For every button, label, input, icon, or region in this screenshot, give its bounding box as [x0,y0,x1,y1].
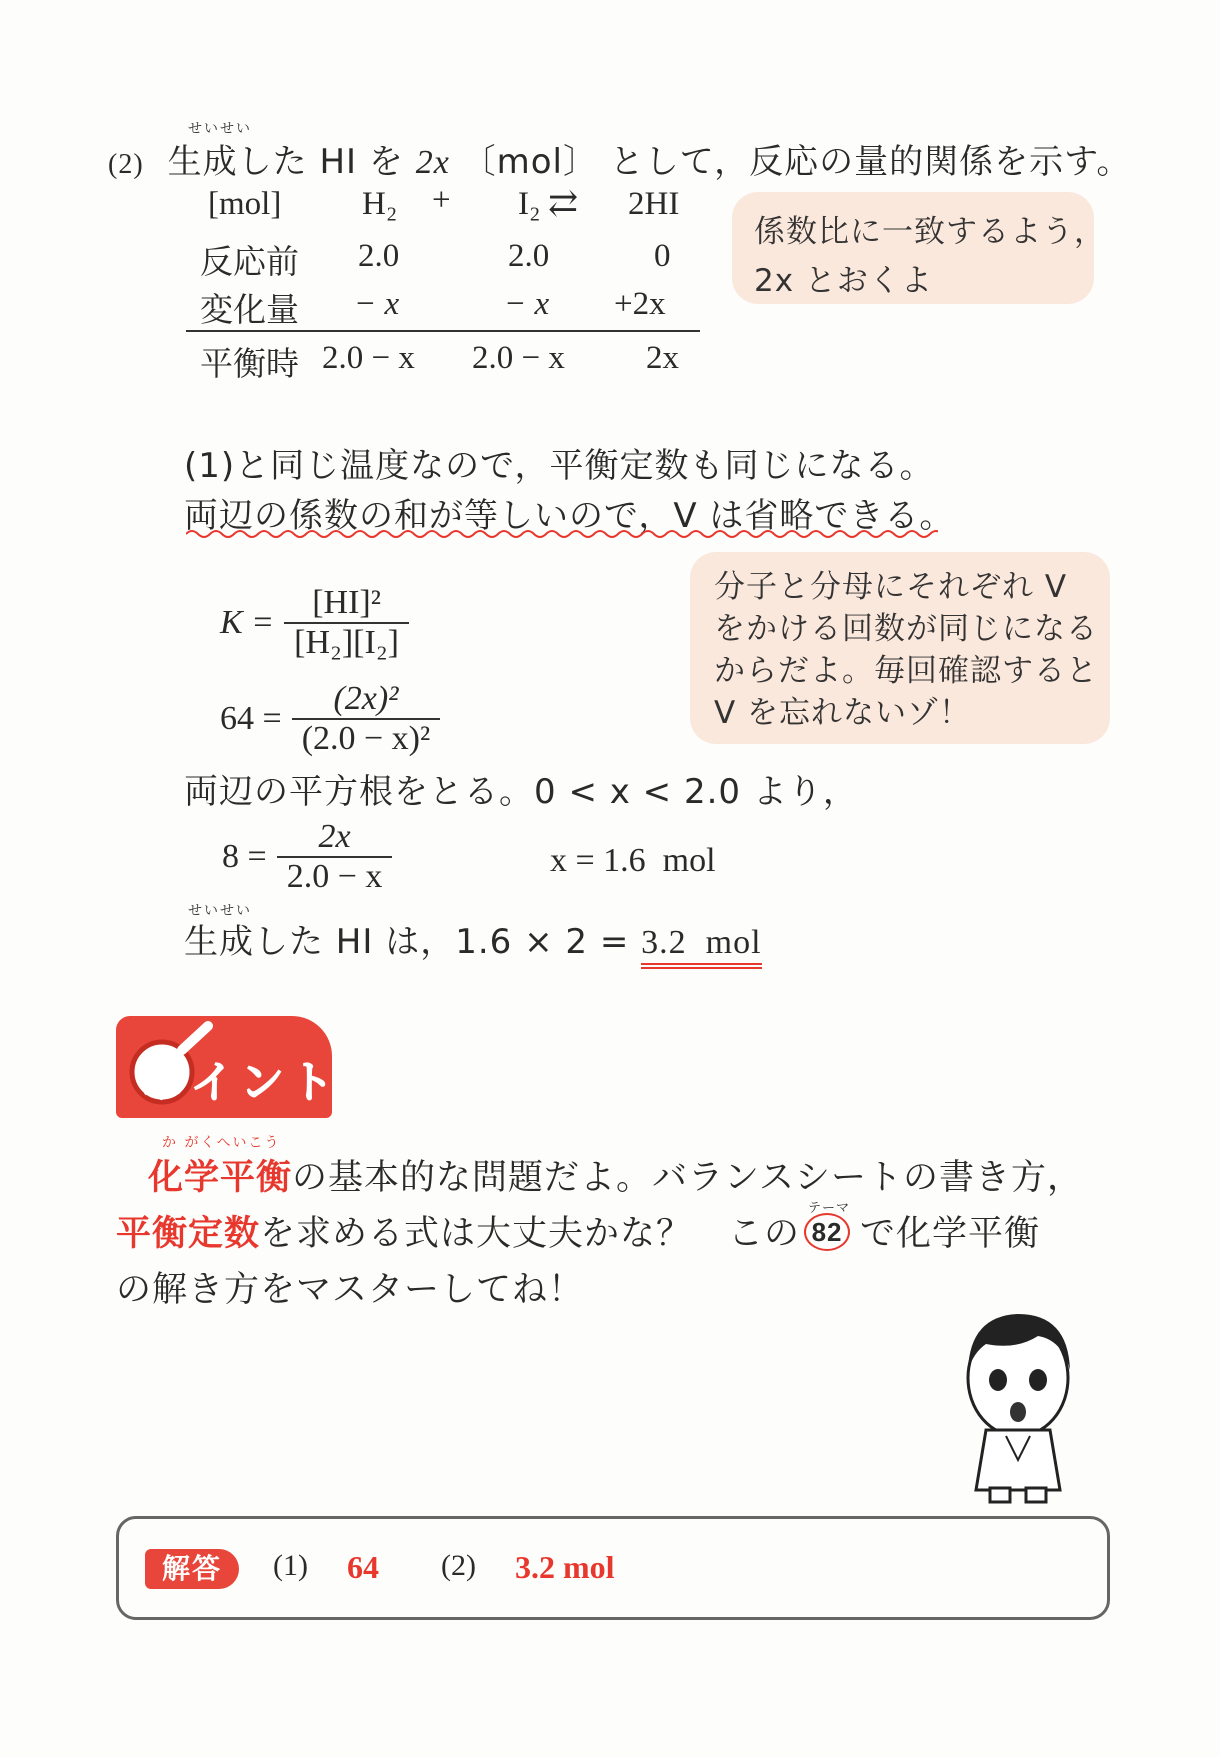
header-2hi: 2HI [628,186,680,222]
intro-text: 生成した HI を [167,142,416,182]
bubble-line: 分子と分母にそれぞれ V [714,569,1068,605]
result-x: x = 1.6 mol [550,842,716,879]
point-line-1 [148,1150,1083,1200]
part2-intro [108,134,1131,183]
speech-bubble-explanation [690,552,1110,744]
final-line [184,914,762,963]
eq-numerator: [HI]² [312,584,381,621]
equilibrium-arrow-icon: ⇄ [548,183,579,223]
intro-var: 2x [415,144,450,181]
point-line-3: の解き方をマスターしてね！ [116,1270,585,1310]
answer-2-label: (2) [441,1549,476,1582]
bubble-line: 係数比に一致するよう， [754,214,1106,250]
term-chemical-equilibrium: 化学平衡 [148,1158,293,1198]
header-i2: I₂ [518,186,541,222]
note-line-1: (1)と同じ温度なので，平衡定数も同じになる。 [184,446,935,486]
table-cell: 0 [654,238,671,274]
eq-denominator: [H₂][I₂] [294,624,399,661]
eq-lhs: 64 = [220,700,282,737]
point-badge-label: ポイント [140,1057,340,1108]
answer-1-label: (1) [273,1549,308,1582]
answer-1-value: 64 [347,1549,379,1585]
table-cell: +2x [614,286,666,322]
answer-box [116,1516,1110,1620]
table-unit: [mol] [208,186,282,222]
table-cell: 2.0 [508,238,550,274]
bubble-line: をかける回数が同じになる [714,611,1098,647]
eq-denominator: 2.0 − x [286,858,383,895]
point-text: を求める式は大丈夫かな？ この [260,1214,801,1254]
table-divider [186,330,700,332]
furigana-seisei: せいせい [188,121,252,137]
bubble-line: からだよ。毎回確認すると [714,653,1098,689]
answer-2-value: 3.2 mol [515,1549,615,1585]
equation-k [220,584,409,662]
final-answer: 3.2 mol [641,924,761,969]
bubble-line: V を忘れないゾ！ [714,695,972,731]
eq-numerator: 2x [318,818,351,855]
eq-denominator: (2.0 − x)² [301,720,431,757]
point-text: で化学平衡 [860,1214,1041,1254]
table-cell: 2.0 − x [322,340,415,376]
point-line-2 [116,1201,1041,1256]
intro-text-b: 〔mol〕 として，反応の量的関係を示す。 [449,142,1132,182]
equation-8 [222,818,392,896]
speech-bubble-hint [732,192,1106,304]
header-plus: + [432,182,451,218]
row-label: 反応前 [200,242,299,281]
note-line-2: 両辺の係数の和が等しいので，V は省略できる。 [184,496,955,536]
wavy-underline [186,528,938,540]
theme-82-badge [804,1201,856,1253]
table-cell: 2.0 [358,238,400,274]
furigana-seisei: せいせい [188,903,252,919]
eq-lhs: 8 = [222,838,267,875]
equation-64 [220,680,440,758]
teacher-character-illustration [946,1300,1096,1510]
table-cell: 2.0 − x [472,340,565,376]
table-cell: − x [354,286,400,322]
part-label: (2) [108,149,144,180]
theme-label: テーマ [808,1201,851,1216]
final-text: 生成した HI は，1.6 × 2 = [184,922,642,962]
furigana-kagakuheikou: か がくへいこう [162,1135,281,1151]
row-label: 変化量 [200,290,299,329]
table-cell: − x [504,286,550,322]
sqrt-line: 両辺の平方根をとる。0 < x < 2.0 より， [184,772,858,812]
point-badge [116,1016,340,1118]
theme-number: 82 [804,1213,850,1251]
table-cell: 2x [646,340,679,376]
point-text: の基本的な問題だよ。バランスシートの書き方， [292,1158,1083,1198]
row-label: 平衡時 [200,344,299,383]
term-equilibrium-constant: 平衡定数 [116,1214,261,1254]
eq-numerator: (2x)² [333,680,399,717]
bubble-line: 2x とおくよ [754,263,933,299]
header-h2: H₂ [362,186,398,222]
eq-lhs: K = [220,604,275,641]
answer-badge: 解答 [145,1549,239,1589]
